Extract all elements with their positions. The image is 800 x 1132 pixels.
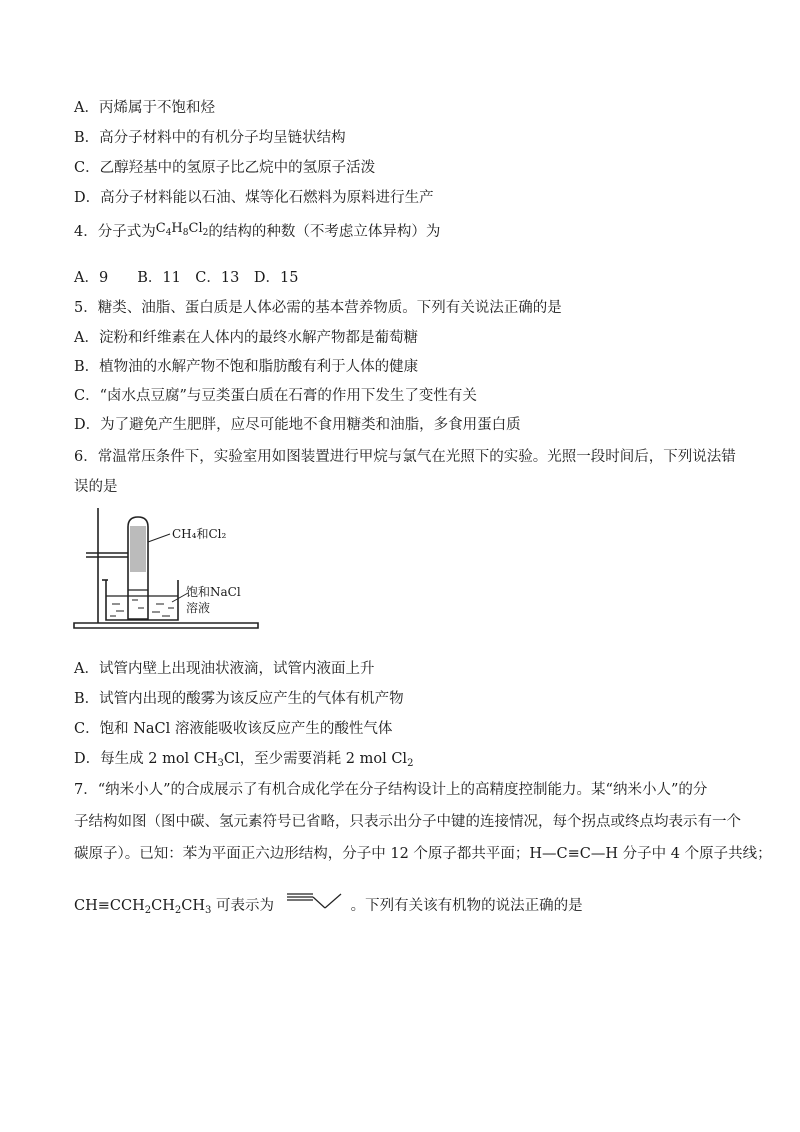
formula-cl-n: 2 <box>202 228 209 238</box>
q7-mid3: 可表示为 <box>211 898 274 914</box>
q7-mid2: CH <box>181 898 205 914</box>
formula-c: C <box>155 221 166 236</box>
apparatus-diagram <box>72 504 262 634</box>
q6-d-sub2: 2 <box>407 758 414 769</box>
q6-d-pre: D．每生成 2 mol CH <box>74 751 218 767</box>
q6-option-c: C．饱和 NaCl 溶液能吸收该反应产生的酸性气体 <box>74 721 393 737</box>
q6-option-a: A．试管内壁上出现油状液滴，试管内液面上升 <box>74 661 375 677</box>
q3-option-d: D．高分子材料能以石油、煤等化石燃料为原料进行生产 <box>74 190 434 206</box>
formula-cl: Cl <box>188 221 203 236</box>
q7-post: 。下列有关该有机物的说法正确的是 <box>350 898 583 914</box>
q7-sub3: 3 <box>204 905 212 916</box>
q7-sub1: 2 <box>144 905 152 916</box>
molecular-formula <box>155 221 209 240</box>
gas-label: CH₄和Cl₂ <box>172 527 227 541</box>
formula-h: H <box>171 221 183 236</box>
q7-mid1: CH <box>151 898 175 914</box>
q7-line3: 碳原子）。已知：苯为平面正六边形结构，分子中 12 个原子都共平面；H—C≡C—H 分子中 4 个原子共线； <box>74 846 772 862</box>
q6-d-mid: Cl，至少需要消耗 2 mol Cl <box>223 751 408 767</box>
q5-option-c: C．“卤水点豆腐”与豆类蛋白质在石膏的作用下发生了变性有关 <box>74 388 477 404</box>
solution-label-1: 饱和NaCl <box>186 585 241 599</box>
q5-stem: 5．糖类、油脂、蛋白质是人体必需的基本营养物质。下列有关说法正确的是 <box>74 300 562 316</box>
q4-stem <box>74 222 440 244</box>
gas-leader <box>148 534 170 542</box>
solution-label-2: 溶液 <box>186 601 211 615</box>
q3-option-b: B．高分子材料中的有机分子均呈链状结构 <box>74 130 346 146</box>
q6-d-sub1: 3 <box>217 758 224 769</box>
formula-c-n: 4 <box>165 228 172 238</box>
q5-option-b: B．植物油的水解产物不饱和脂肪酸有利于人体的健康 <box>74 359 419 375</box>
q5-option-a: A．淀粉和纤维素在人体内的最终水解产物都是葡萄糖 <box>74 330 418 346</box>
q3-option-a: A．丙烯属于不饱和烃 <box>74 100 215 116</box>
q5-option-d: D．为了避免产生肥胖，应尽可能地不食用糖类和油脂，多食用蛋白质 <box>74 417 521 433</box>
q6-option-b: B．试管内出现的酸雾为该反应产生的气体有机产物 <box>74 691 404 707</box>
stand-base <box>74 623 258 628</box>
q7-line1: 7．“纳米小人”的合成展示了有机合成化学在分子结构设计上的高精度控制能力。某“纳米小人”的分 <box>74 782 708 798</box>
q7-formula-pre: CH≡CCH <box>74 898 145 914</box>
q7-line2: 子结构如图（图中碳、氢元素符号已省略，只表示出分子中键的连接情况，每个拐点或终点均表示有一个 <box>74 814 741 830</box>
q4-suffix: 的结构的种数（不考虑立体异构）为 <box>208 224 441 240</box>
q3-option-c: C．乙醇羟基中的氢原子比乙烷中的氢原子活泼 <box>74 160 376 176</box>
formula-h-n: 8 <box>182 228 189 238</box>
q6-stem-line2: 误的是 <box>74 479 118 495</box>
q4-options: A．9 B．11 C．13 D．15 <box>74 270 299 286</box>
q7-line4 <box>74 890 583 921</box>
q7-sub2: 2 <box>174 905 182 916</box>
q6-stem-line1: 6．常温常压条件下，实验室用如图装置进行甲烷与氯气在光照下的实验。光照一段时间后，下列说法错 <box>74 449 736 465</box>
skeletal-formula-icon <box>285 890 345 912</box>
q6-option-d <box>74 749 413 774</box>
q4-prefix: 4．分子式为 <box>74 224 156 240</box>
